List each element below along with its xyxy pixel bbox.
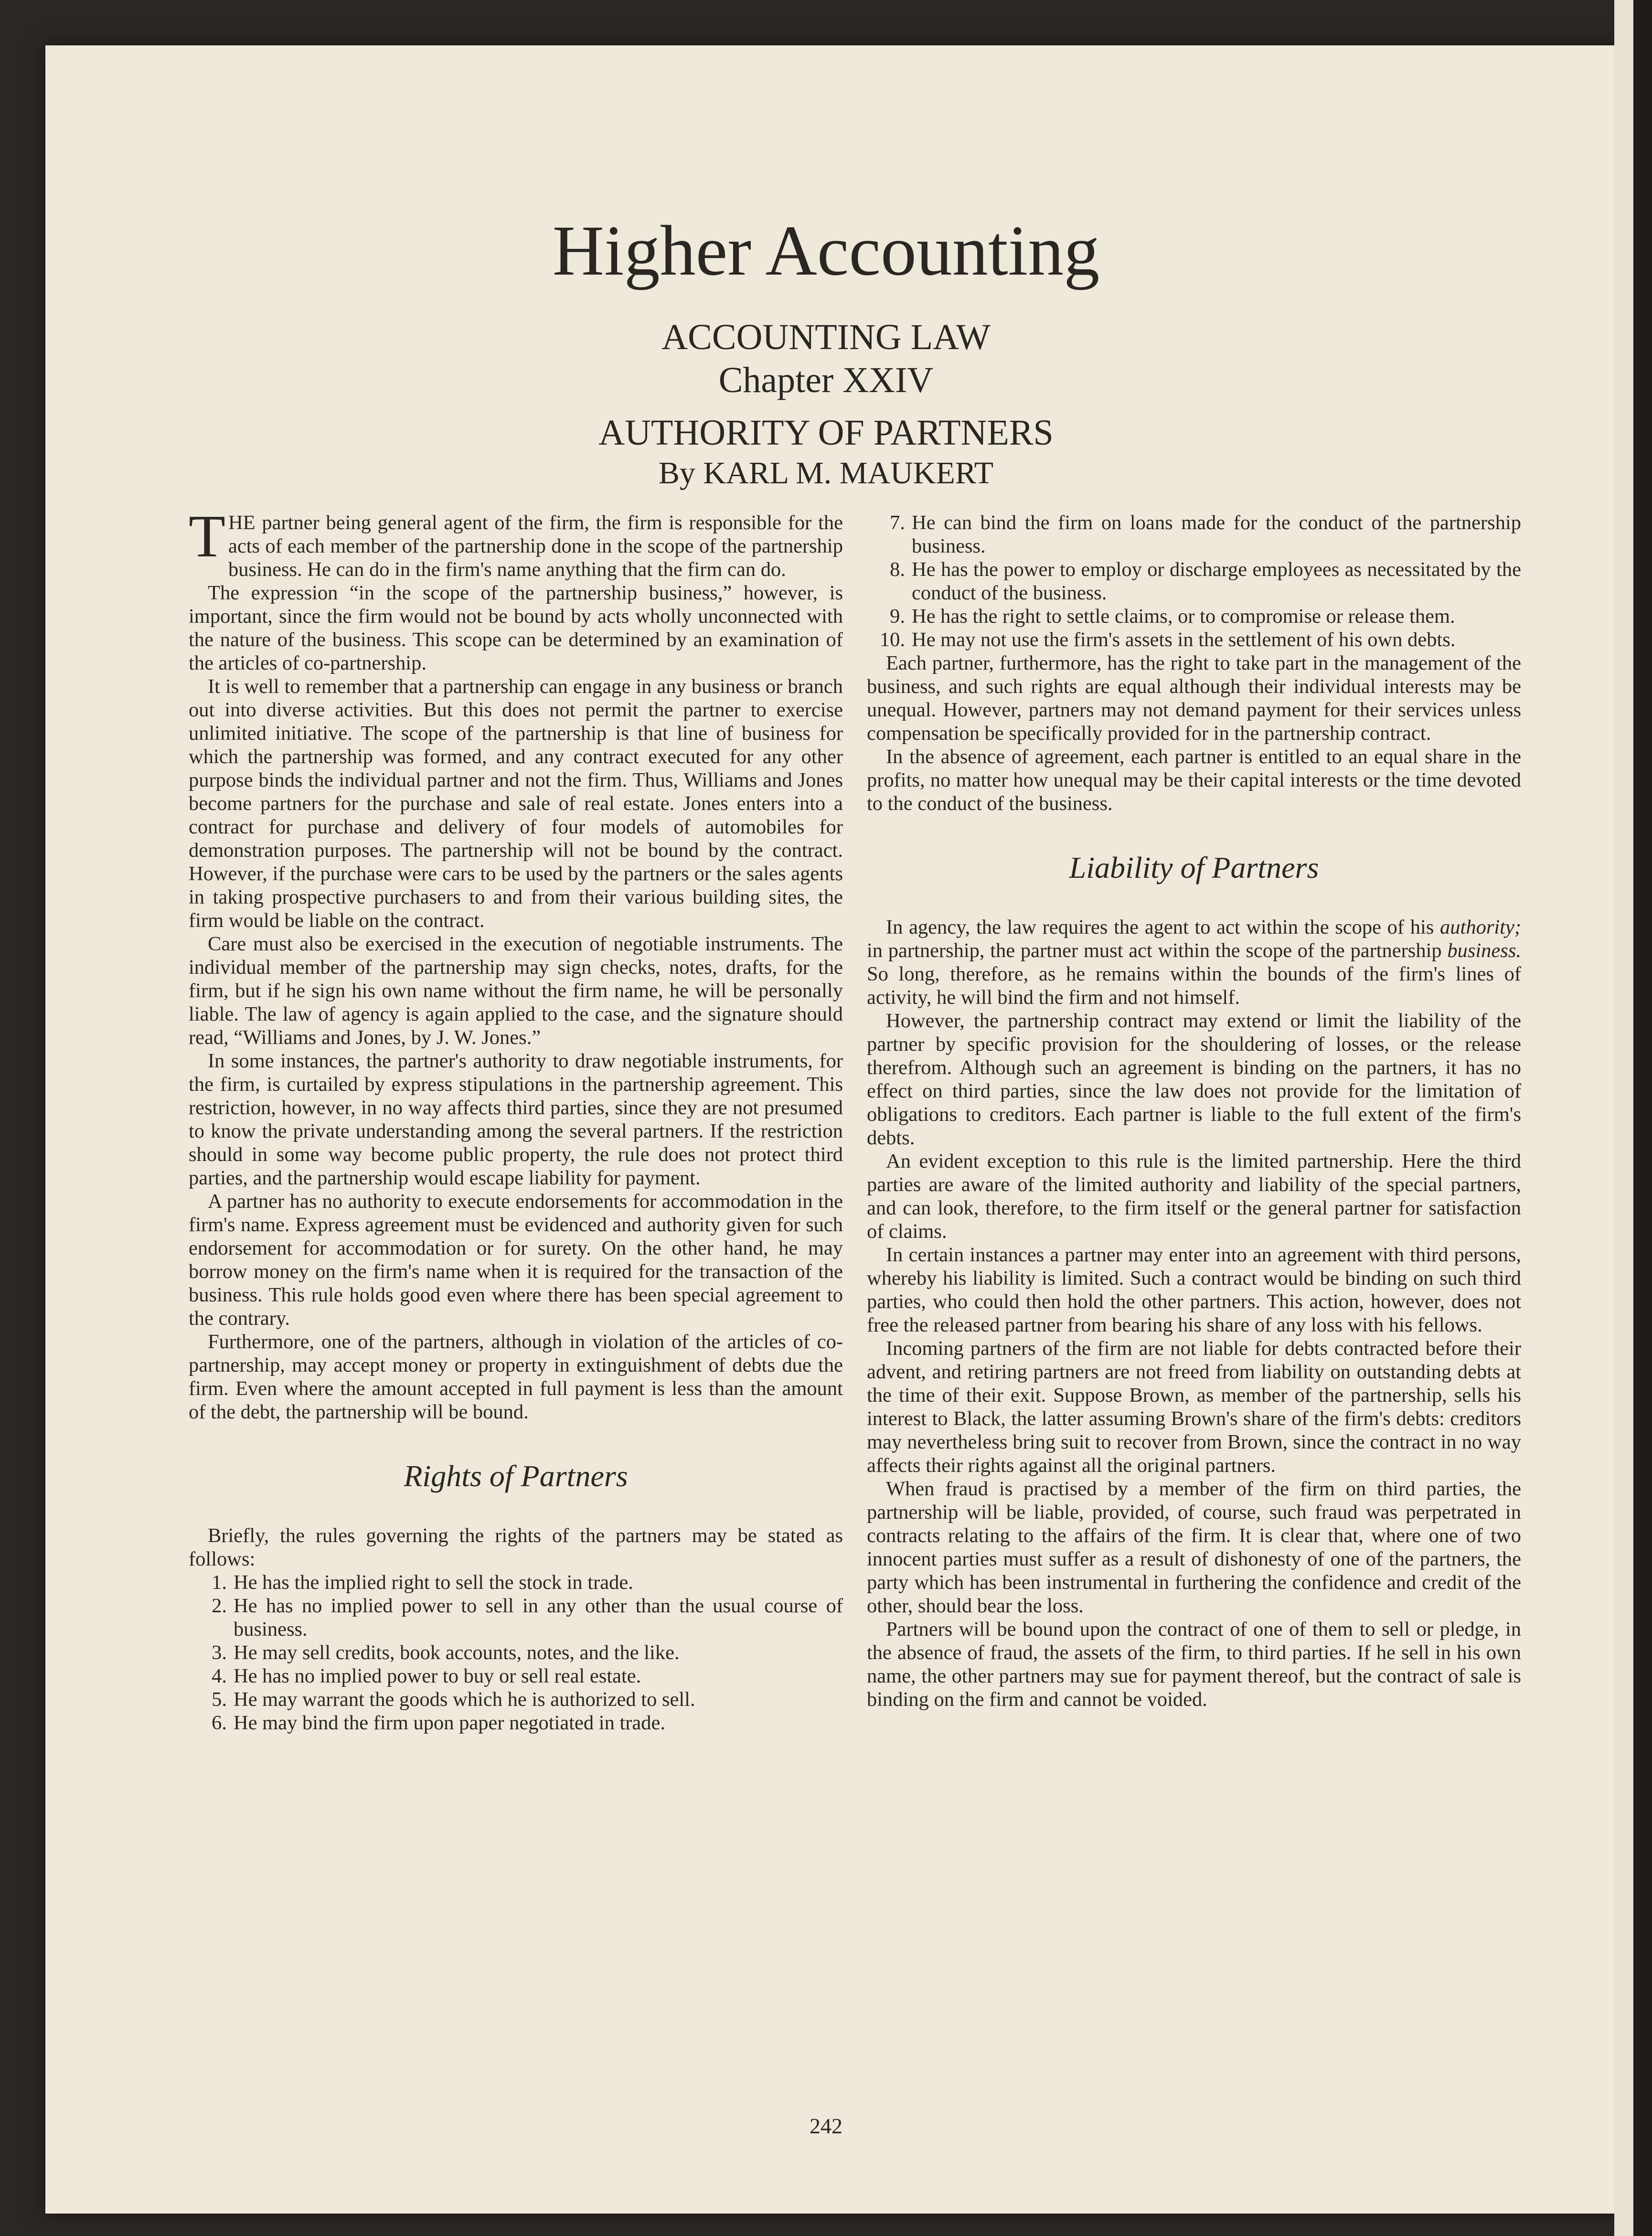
paragraph: Furthermore, one of the partners, although in violation of the articles of co-partnership, may accept money or property in extinguishment of debts due the firm. Even where the amount accepted in full payment is less than the amount of the debt, the partnership will be bound.	[189, 1331, 843, 1423]
list-item: 6. He may bind the firm upon paper negotiated in trade.	[212, 1712, 666, 1734]
list-item: 7. He can bind the firm on loans made for the conduct of the partnership business.	[890, 511, 1521, 557]
paragraph: Partners will be bound upon the contract of one of them to sell or pledge, in the absence of fraud, the assets of the firm, to third parties. If he sell in his own name, the other partners may sue for payment thereof, but the contract of sale is binding on the firm and cannot be voided.	[867, 1618, 1521, 1711]
paragraph: Care must also be exercised in the execution of negotiable instruments. The individual member of the partnership may sign checks, notes, drafts, for the firm, but if he sign his own name without the firm name, he will be personally liable. The law of agency is again applied to the case, and the signature should read, “Williams and Jones, by J. W. Jones.”	[189, 933, 843, 1049]
chapter-heading: Chapter XXIV	[718, 360, 934, 400]
paragraph: In the absence of agreement, each partner is entitled to an equal share in the profits, no matter how unequal may be their capital interests or the time devoted to the conduct of the business.	[867, 745, 1521, 815]
list-item: 9. He has the right to settle claims, or to compromise or release them.	[890, 605, 1455, 628]
list-item: 8. He has the power to employ or discharge employees as necessitated by the conduct of the business.	[890, 558, 1521, 604]
page-title: Higher Accounting	[552, 211, 1100, 290]
paragraph: A partner has no authority to execute endorsements for accommodation in the firm's name. Express agreement must be evidenced and authority given for such endorsement for accommodation or for surety. On the other hand, he may borrow money on the firm's name when it is required for the transaction of the business. This rule holds good even where there has been special agreement to the contrary.	[189, 1190, 843, 1330]
list-item: 1. He has the implied right to sell the stock in trade.	[212, 1571, 633, 1594]
list-item: 4. He has no implied power to buy or sell real estate.	[212, 1665, 641, 1687]
paragraph: Briefly, the rules governing the rights of the partners may be stated as follows:	[189, 1524, 843, 1570]
paragraph: In some instances, the partner's authority to draw negotiable instruments, for the firm, is curtailed by express stipulations in the partnership agreement. This restriction, however, in no way affects third parties, since they are not presumed to know the private understanding among the several partners. If the restriction should in some way become public property, the rule does not protect third parties, and the partnership would escape liability for payment.	[189, 1050, 843, 1189]
list-item: 10. He may not use the firm's assets in the settlement of his own debts.	[879, 628, 1456, 651]
paragraph: The expression “in the scope of the partnership business,” however, is important, since the firm would not be bound by acts wholly unconnected with the nature of the business. This scope can be determined by an examination of the articles of co-partnership.	[189, 582, 843, 674]
paragraph: However, the partnership contract may extend or limit the liability of the partner by specific provision for the shouldering of losses, or the release therefrom. Although such an agreement is binding on the partners, it has no effect on third parties, since the law does not provide for the limitation of obligations to creditors. Each partner is liable to the full extent of the firm's debts.	[867, 1010, 1521, 1149]
paragraph: Incoming partners of the firm are not liable for debts contracted before their advent, and retiring partners are not freed from liability on outstanding debts at the time of their exit. Suppose Brown, as member of the partnership, sells his interest to Black, the latter assuming Brown's share of the firm's debts: creditors may nevertheless bring suit to recover from Brown, since the contract in no way affects their rights against all the original partners.	[867, 1337, 1521, 1477]
paragraph: It is well to remember that a partnership can engage in any business or branch out into diverse activities. But this does not permit the partner to exercise unlimited initiative. The scope of the partnership is that line of business for which the partnership was formed, and any contract executed for any other purpose binds the individual partner and not the firm. Thus, Williams and Jones become partners for the purchase and sale of real estate. Jones enters into a contract for purchase and delivery of four models of automobiles for demonstration purposes. The partnership will not be bound by the contract. However, if the purchase were cars to be used by the partners or the sales agents in taking prospective purchasers to and from their various building sites, the firm would be liable on the contract.	[189, 675, 843, 932]
drop-cap: T	[189, 503, 225, 570]
paragraph: THE partner being general agent of the firm, the firm is responsible for the acts of each member of the partnership done in the scope of the partnership business. He can do in the firm's name anything that the firm can do.	[189, 503, 843, 581]
paragraph: When fraud is practised by a member of the firm on third parties, the partnership will be liable, provided, of course, such fraud was perpetrated in contracts relating to the affairs of the firm. It is clear that, where one of two innocent parties must suffer as a result of dishonesty of one of the partners, the party which has been instrumental in furthering the confidence and credit of the other, should bear the loss.	[867, 1478, 1521, 1617]
paragraph: Each partner, furthermore, has the right to take part in the management of the business, and such rights are equal although their individual interests may be unequal. However, partners may not demand payment for their services unless compensation be specifically provided for in the partnership contract.	[867, 652, 1521, 745]
paragraph: In agency, the law requires the agent to act within the scope of his authority; in partnership, the partner must act within the scope of the partnership business. So long, therefore, as he remains within the bounds of the firm's lines of activity, he will bind the firm and not himself.	[867, 916, 1521, 1009]
list-item: 5. He may warrant the goods which he is authorized to sell.	[212, 1688, 695, 1711]
left-column	[189, 503, 843, 1735]
paragraph: An evident exception to this rule is the limited partnership. Here the third parties are aware of the limited authority and liability of the special partners, and can look, therefore, to the firm itself or the general partner for satisfaction of claims.	[867, 1150, 1521, 1243]
byline: By KARL M. MAUKERT	[658, 456, 994, 490]
right-column	[867, 511, 1521, 1711]
paragraph: In certain instances a partner may enter into an agreement with third persons, whereby his liability is limited. Such a contract would be binding on such third parties, who could then hold the other partners. This action, however, does not free the released partner from bearing his share of any loss with his fellows.	[867, 1244, 1521, 1336]
page-number: 242	[810, 2114, 842, 2138]
subsection-heading: Liability of Partners	[1069, 851, 1319, 884]
section-heading: ACCOUNTING LAW	[661, 317, 991, 357]
article-title: AUTHORITY OF PARTNERS	[598, 413, 1054, 453]
list-item: 3. He may sell credits, book accounts, notes, and the like.	[212, 1641, 680, 1664]
subsection-heading: Rights of Partners	[404, 1459, 628, 1493]
list-item: 2. He has no implied power to sell in any other than the usual course of business.	[212, 1595, 843, 1640]
